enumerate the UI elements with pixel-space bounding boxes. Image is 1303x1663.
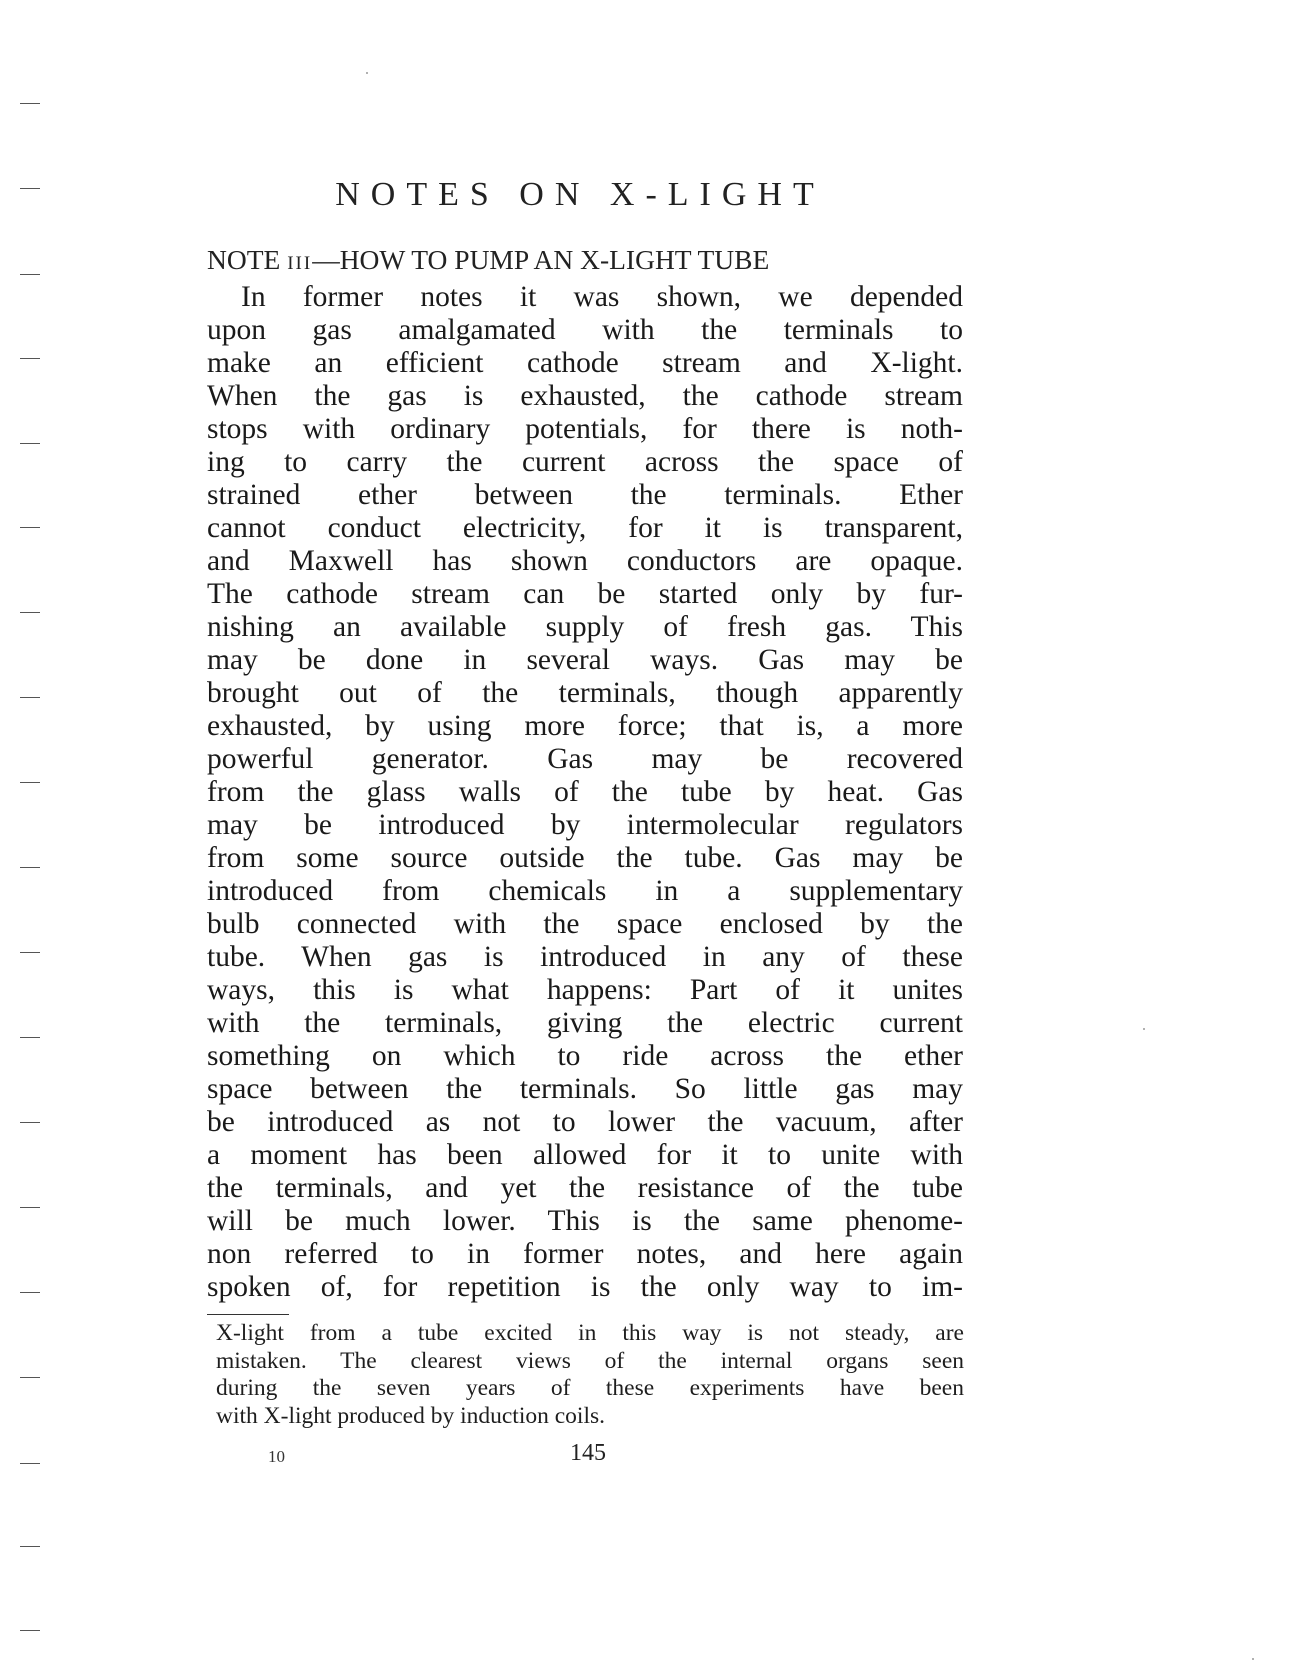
margin-tick xyxy=(20,527,40,528)
body-line: bulb connected with the space enclosed by the xyxy=(207,908,963,940)
scan-speck xyxy=(1252,1658,1254,1660)
footnote-line: during the seven years of these experiments have been xyxy=(216,1375,964,1401)
footnote xyxy=(216,1320,964,1430)
body-line: powerful generator. Gas may be recovered xyxy=(207,743,963,775)
margin-tick xyxy=(20,1122,40,1123)
body-line: exhausted, by using more force; that is, a more xyxy=(207,710,963,742)
body-line: non referred to in former notes, and here again xyxy=(207,1238,963,1270)
body-line: may be introduced by intermolecular regulators xyxy=(207,809,963,841)
body-line: cannot conduct electricity, for it is transparent, xyxy=(207,512,963,544)
body-line: introduced from chemicals in a supplementary xyxy=(207,875,963,907)
body-line: make an efficient cathode stream and X-light. xyxy=(207,347,963,379)
margin-tick xyxy=(20,867,40,868)
footnote-line: mistaken. The clearest views of the internal organs seen xyxy=(216,1347,964,1374)
body-line: ways, this is what happens: Part of it unites xyxy=(207,974,963,1006)
body-line: a moment has been allowed for it to unite with xyxy=(207,1139,963,1171)
margin-tick xyxy=(20,1207,40,1208)
margin-tick xyxy=(20,697,40,698)
margin-tick xyxy=(20,782,40,783)
body-line: upon gas amalgamated with the terminals to xyxy=(207,314,963,346)
body-line: ing to carry the current across the space of xyxy=(207,446,963,478)
scan-speck xyxy=(1143,1028,1145,1030)
footnote-line: with X-light produced by induction coils. xyxy=(216,1402,606,1429)
margin-tick xyxy=(20,188,40,189)
margin-tick xyxy=(20,1463,40,1464)
body-line: from some source outside the tube. Gas may be xyxy=(207,842,963,874)
note-heading-number: III xyxy=(287,253,313,274)
body-line: with the terminals, giving the electric current xyxy=(207,1007,963,1039)
note-heading-title: HOW TO PUMP AN X-LIGHT TUBE xyxy=(339,244,770,275)
body-line: tube. When gas is introduced in any of these xyxy=(207,941,963,973)
body-text xyxy=(207,281,963,1304)
body-line: will be much lower. This is the same phenome- xyxy=(207,1205,963,1237)
footnote-line: X-light from a tube excited in this way is not steady, are xyxy=(216,1320,964,1346)
margin-tick xyxy=(20,443,40,444)
scan-speck xyxy=(366,72,368,74)
note-heading-prefix: NOTE xyxy=(207,244,281,275)
signature-mark: 10 xyxy=(268,1447,285,1466)
body-line: and Maxwell has shown conductors are opaque. xyxy=(207,545,963,577)
body-line: brought out of the terminals, though apparently xyxy=(207,677,963,709)
body-line: nishing an available supply of fresh gas. This xyxy=(207,611,963,643)
margin-tick xyxy=(20,1037,40,1038)
margin-tick xyxy=(20,612,40,613)
body-line: strained ether between the terminals. Ether xyxy=(207,479,963,511)
body-line: space between the terminals. So little gas may xyxy=(207,1073,963,1105)
margin-tick xyxy=(20,1377,40,1378)
margin-tick xyxy=(20,1630,40,1631)
margin-tick xyxy=(20,358,40,359)
body-line: In former notes it was shown, we depended xyxy=(241,281,963,313)
body-line: The cathode stream can be started only by fur- xyxy=(207,578,963,610)
margin-tick xyxy=(20,952,40,953)
note-heading-dash: — xyxy=(312,244,340,275)
body-line: from the glass walls of the tube by heat. Gas xyxy=(207,776,963,808)
note-heading xyxy=(207,244,963,276)
body-line: be introduced as not to lower the vacuum, after xyxy=(207,1106,963,1138)
page-number: 145 xyxy=(570,1440,606,1466)
margin-tick xyxy=(20,103,40,104)
body-line: stops with ordinary potentials, for there is noth- xyxy=(207,413,963,445)
body-line: the terminals, and yet the resistance of the tube xyxy=(207,1172,963,1204)
running-head: NOTES ON X-LIGHT xyxy=(335,176,825,213)
margin-tick xyxy=(20,1292,40,1293)
footnote-rule xyxy=(207,1314,289,1315)
body-line: may be done in several ways. Gas may be xyxy=(207,644,963,676)
margin-tick xyxy=(20,274,40,275)
body-line: When the gas is exhausted, the cathode stream xyxy=(207,380,963,412)
margin-tick xyxy=(20,1546,40,1547)
body-line: something on which to ride across the ether xyxy=(207,1040,963,1072)
body-line: spoken of, for repetition is the only way to im- xyxy=(207,1271,963,1303)
